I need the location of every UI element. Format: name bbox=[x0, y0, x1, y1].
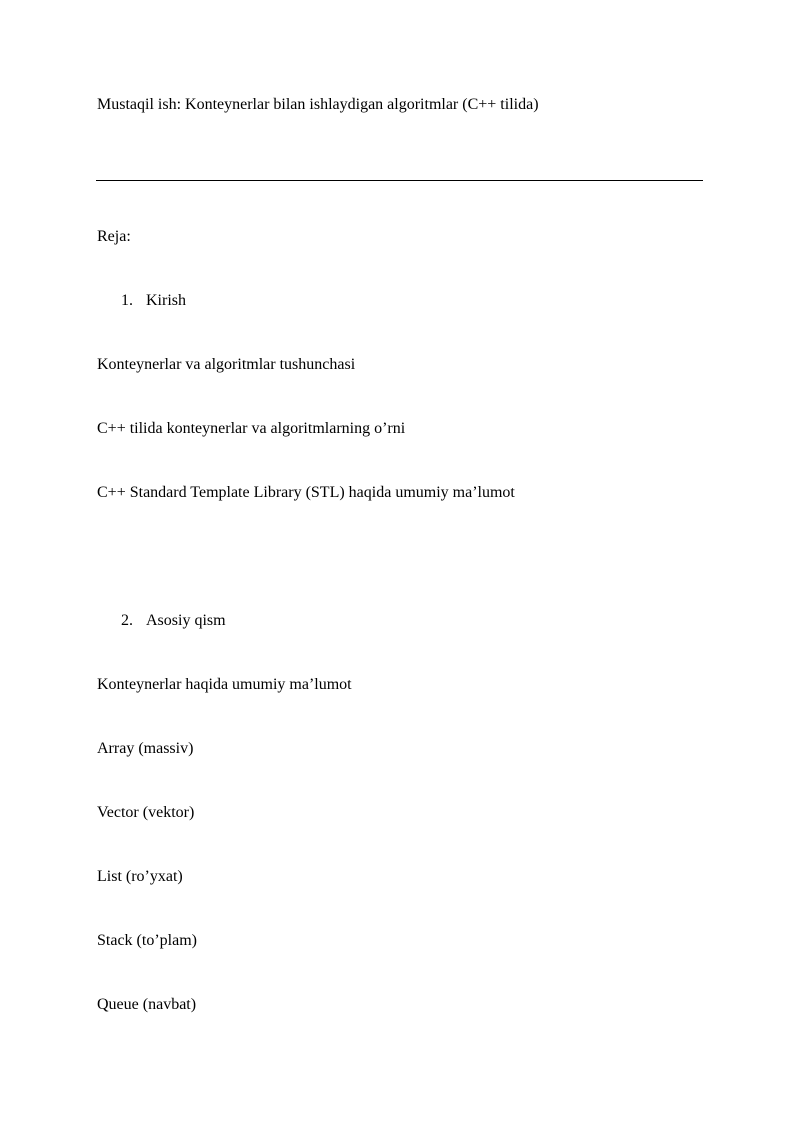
plan-item: C++ Standard Template Library (STL) haqida umumiy ma’lumot bbox=[97, 484, 515, 501]
section-1-number: 1. bbox=[121, 292, 133, 309]
plan-item: Array (massiv) bbox=[97, 740, 194, 757]
plan-item: C++ tilida konteynerlar va algoritmlarning o’rni bbox=[97, 420, 406, 437]
plan-item: Konteynerlar va algoritmlar tushunchasi bbox=[97, 356, 356, 373]
plan-item: Vector (vektor) bbox=[97, 804, 195, 821]
section-2-label: Asosiy qism bbox=[146, 612, 226, 629]
section-1-label: Kirish bbox=[146, 292, 186, 309]
plan-item: Queue (navbat) bbox=[97, 996, 197, 1013]
document-title: Mustaqil ish: Konteynerlar bilan ishlaydigan algoritmlar (C++ tilida) bbox=[97, 96, 539, 113]
plan-item: List (ro’yxat) bbox=[97, 868, 183, 885]
plan-item: Stack (to’plam) bbox=[97, 932, 197, 949]
horizontal-divider bbox=[96, 180, 703, 181]
plan-item: Konteynerlar haqida umumiy ma’lumot bbox=[97, 676, 352, 693]
section-2-number: 2. bbox=[121, 612, 133, 629]
plan-label: Reja: bbox=[97, 228, 131, 245]
